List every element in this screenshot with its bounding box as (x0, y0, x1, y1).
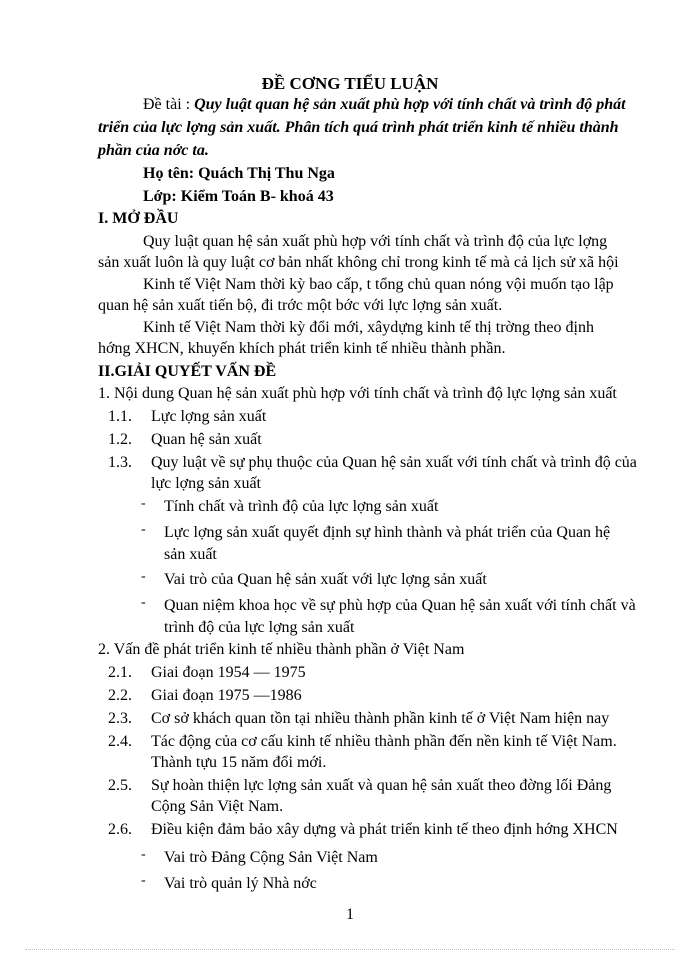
outline-subitem: Tác động của cơ cấu kinh tế nhiều thành phần đến nền kinh tế Việt Nam. (151, 733, 617, 750)
outline-number: 2.4. (108, 733, 132, 750)
outline-number: 1.1. (108, 408, 132, 425)
outline-item-1: 1. Nội dung Quan hệ sản xuất phù hợp với tính chất và trình độ lực lợng sản xuất (98, 385, 617, 402)
outline-subitem-cont: Cộng Sản Việt Nam. (151, 798, 284, 815)
bullet-marker: - (141, 595, 146, 610)
bullet-item: Vai trò của Quan hệ sản xuất với lực lợng sản xuất (164, 571, 487, 588)
topic-text-1: Quy luật quan hệ sản xuất phù hợp với tính chất và trình độ phát (194, 96, 626, 113)
outline-number: 2.1. (108, 664, 132, 681)
intro-p1-line1: Quy luật quan hệ sản xuất phù hợp với tính chất và trình độ của lực lợng (143, 233, 608, 250)
intro-p3-line1: Kinh tế Việt Nam thời kỳ đổi mới, xâydựng kinh tế thị trờng theo định (143, 319, 594, 336)
topic-line-1 (143, 95, 626, 115)
outline-subitem-cont: Thành tựu 15 năm đổi mới. (151, 754, 327, 771)
student-name: Họ tên: Quách Thị Thu Nga (143, 165, 335, 182)
outline-subitem: Giai đoạn 1954 — 1975 (151, 664, 306, 681)
outline-subitem: Lực lợng sản xuất (151, 408, 267, 425)
section-2-heading: II.GIẢI QUYẾT VẤN ĐỀ (98, 363, 277, 380)
page-number: 1 (346, 906, 354, 923)
bullet-item-cont: trình độ của lực lợng sản xuất (164, 619, 355, 636)
intro-p1-line2: sản xuất luôn là quy luật cơ bản nhất không chỉ trong kinh tế mà cả lịch sử xã hội (98, 254, 619, 271)
bullet-item: Vai trò quản lý Nhà nớc (164, 875, 317, 892)
topic-label: Đề tài : (143, 96, 195, 113)
section-1-heading: I. MỞ ĐẦU (98, 210, 179, 227)
bullet-item: Quan niệm khoa học về sự phù hợp của Quan hệ sản xuất với tính chất và (164, 597, 636, 614)
outline-number: 2.6. (108, 821, 132, 838)
intro-p2-line2: quan hệ sản xuất tiến bộ, đi trớc một bớc với lực lợng sản xuất. (98, 297, 503, 314)
bullet-marker: - (141, 847, 146, 862)
bullet-item-cont: sản xuất (164, 546, 217, 563)
outline-number: 1.2. (108, 431, 132, 448)
bullet-item: Vai trò Đảng Cộng Sản Việt Nam (164, 849, 378, 866)
outline-subitem: Điều kiện đảm bảo xây dựng và phát triển kinh tế theo định hớng XHCN (151, 821, 618, 838)
page-bottom-divider (25, 949, 675, 950)
outline-item-2: 2. Vấn đề phát triển kinh tế nhiều thành phần ở Việt Nam (98, 641, 465, 658)
intro-p3-line2: hớng XHCN, khuyến khích phát triển kinh tế nhiều thành phần. (98, 340, 506, 357)
outline-subitem: Giai đoạn 1975 —1986 (151, 687, 302, 704)
document-title: ĐỀ CƠNG TIỂU LUẬN (261, 74, 439, 93)
outline-number: 2.2. (108, 687, 132, 704)
bullet-marker: - (141, 496, 146, 511)
outline-subitem: Quan hệ sản xuất (151, 431, 262, 448)
bullet-item: Lực lợng sản xuất quyết định sự hình thành và phát triển của Quan hệ (164, 524, 611, 541)
outline-subitem: Cơ sở khách quan tồn tại nhiều thành phần kinh tế ở Việt Nam hiện nay (151, 710, 610, 727)
topic-line-2: triển của lực lợng sản xuất. Phân tích quá trình phát triển kinh tế nhiều thành (98, 119, 619, 136)
bullet-marker: - (141, 873, 146, 888)
outline-number: 2.5. (108, 777, 132, 794)
outline-subitem: Sự hoàn thiện lực lợng sản xuất và quan hệ sản xuất theo đờng lối Đảng (151, 777, 612, 794)
outline-number: 2.3. (108, 710, 132, 727)
bullet-marker: - (141, 569, 146, 584)
outline-subitem: Quy luật về sự phụ thuộc của Quan hệ sản xuất với tính chất và trình độ của (151, 454, 637, 471)
outline-subitem-cont: lực lợng sản xuất (151, 475, 261, 492)
outline-number: 1.3. (108, 454, 132, 471)
bullet-item: Tính chất và trình độ của lực lợng sản xuất (164, 498, 439, 515)
bullet-marker: - (141, 522, 146, 537)
topic-line-3: phần của nớc ta. (98, 142, 209, 159)
class-info: Lớp: Kiểm Toán B- khoá 43 (143, 188, 334, 205)
intro-p2-line1: Kinh tế Việt Nam thời kỳ bao cấp, t tổng chủ quan nóng vội muốn tạo lập (143, 276, 614, 293)
